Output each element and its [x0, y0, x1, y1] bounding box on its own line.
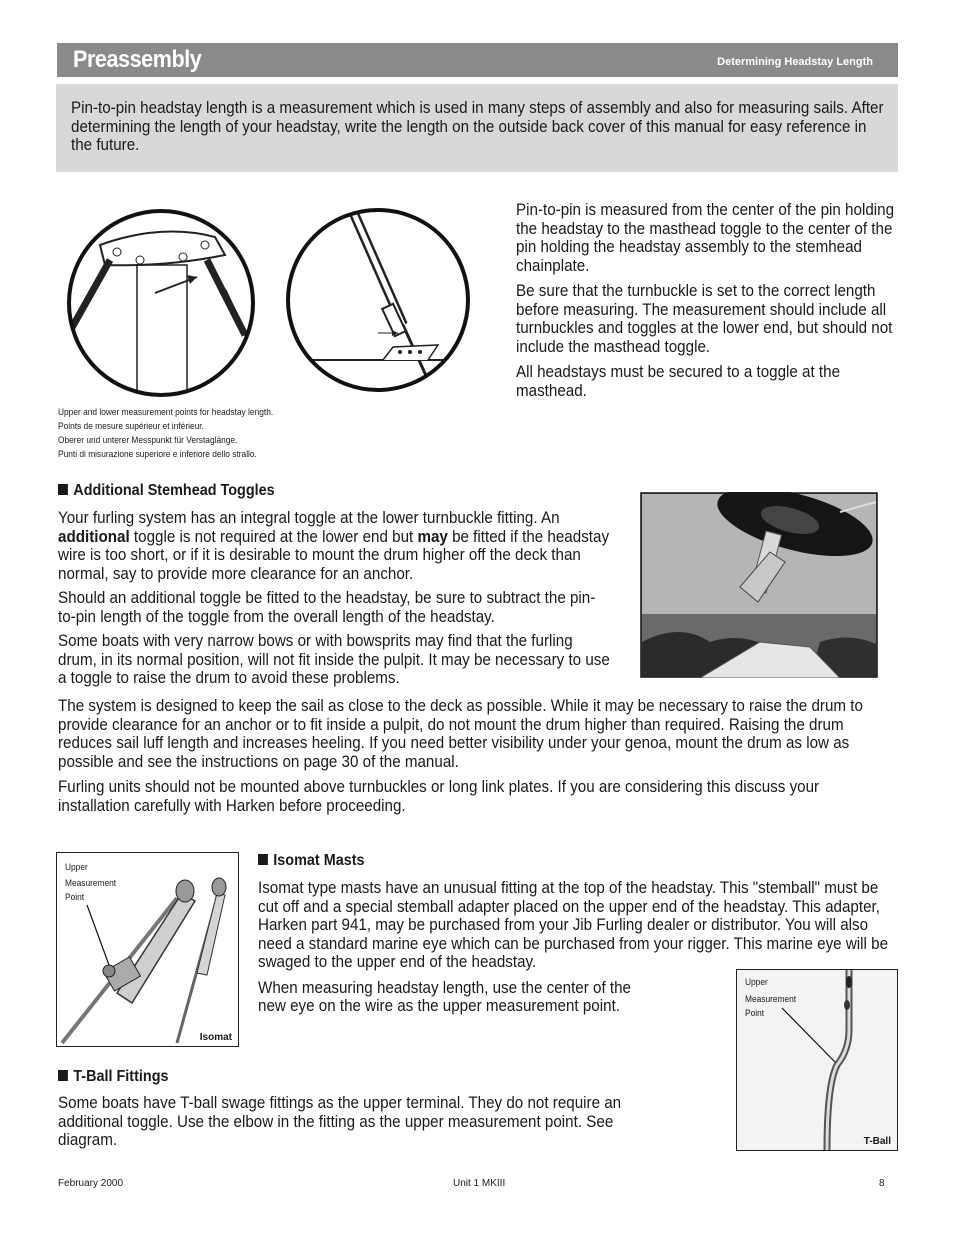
caption-en: Upper and lower measurement points for headstay length. [58, 407, 274, 418]
stemhead-heading [58, 482, 418, 500]
stemhead-text-narrow [58, 509, 658, 688]
tball-p1: Some boats have T-ball swage fittings as the upper terminal. They do not require an additional toggle. Use the elbow in the fitting as the upper measurement point. See diagram. [58, 1094, 622, 1149]
footer-page-number: 8 [879, 1178, 885, 1189]
diagram-captions [58, 406, 303, 462]
footer-unit: Unit 1 MKIII [453, 1178, 506, 1189]
stemhead-p3: Some boats with very narrow bows or with bowsprits may find that the furling drum, in its normal position, will not fit inside the pulpit. It may be necessary to use a toggle to raise the drum to avoid these problems. [58, 632, 610, 687]
tball-label-upper: Upper [745, 977, 768, 988]
intro-box [56, 84, 898, 172]
bullet-square [258, 854, 268, 865]
tball-figure [736, 969, 898, 1151]
intro-text: Pin-to-pin headstay length is a measurement which is used in many steps of assembly and also for measuring sails. After determining the length of your headstay, write the length on the outside back cover of this manual for easy reference in the future. [71, 99, 884, 154]
page-title: Preassembly [73, 46, 202, 73]
bullet-square [58, 1070, 68, 1081]
isomat-label-measurement: Measurement [65, 878, 117, 889]
stemhead-p1-b: toggle is not required at the lower end but [129, 527, 418, 546]
tball-text [58, 1094, 688, 1150]
stemhead-p1 [58, 509, 610, 583]
stemhead-p2: Should an additional toggle be fitted to the headstay, be sure to subtract the pin-to-pin length of the toggle from the overall length of the headstay. [58, 589, 596, 626]
pin-to-pin-p2: Be sure that the turnbuckle is set to the correct length before measuring. The measurement should include all turnbuckles and toggles at the lower end, but should not include the masthead toggle. [516, 282, 893, 356]
tball-tag: T-Ball [863, 1136, 891, 1147]
isomat-label-point: Point [65, 892, 85, 903]
stemhead-p1-a: Your furling system has an integral toggle at the lower turnbuckle fitting. An [58, 509, 560, 527]
tball-heading [58, 1068, 328, 1086]
isomat-figure [56, 852, 239, 1047]
isomat-heading [258, 852, 528, 870]
stemhead-measurement-diagram [278, 205, 498, 405]
stemhead-p1-bold-additional: additional [58, 527, 130, 546]
masthead-measurement-diagram [55, 205, 275, 405]
stemhead-p1-bold-may: may [417, 527, 448, 546]
caption-fr: Points de mesure supérieur et inférieur. [58, 421, 204, 432]
isomat-heading-text: Isomat Masts [273, 852, 365, 869]
caption-de: Oberer und unterer Messpunkt für Verstaglänge. [58, 435, 238, 446]
furling-drum-photo [640, 492, 878, 678]
stemhead-p5: Furling units should not be mounted above turnbuckles or long link plates. If you are considering this discuss your installation carefully with Harken before proceeding. [58, 778, 820, 815]
section-header [57, 43, 898, 77]
bullet-square [58, 484, 68, 495]
isomat-label-upper: Upper [65, 862, 88, 873]
caption-it: Punti di misurazione superiore e inferiore dello strallo. [58, 449, 257, 460]
stemhead-text-wide [58, 697, 954, 815]
isomat-p2: When measuring headstay length, use the center of the new eye on the wire as the upper measurement point. [258, 978, 631, 1015]
isomat-p1: Isomat type masts have an unusual fitting at the top of the headstay. This "stemball" must be cut off and a special stemball adapter placed on the upper end of the headstay. This adapter, Harken part 941, may be purchased from your Jib Furling dealer or distributor. You will also need a standard marine eye which can be purchased from your rigger. This marine eye will be swaged to the upper end of the headstay. [258, 879, 889, 971]
tball-label-measurement: Measurement [745, 994, 797, 1005]
stemhead-p1-c: be fitted if the headstay wire is too short, or if it is desirable to mount the drum higher off the deck than normal, say to provide more clearance for an anchor. [58, 527, 610, 583]
pin-to-pin-p3: All headstays must be secured to a toggle at the masthead. [516, 363, 841, 400]
tball-heading-text: T-Ball Fittings [73, 1068, 169, 1085]
tball-label-point: Point [745, 1008, 765, 1019]
page-subtitle: Determining Headstay Length [717, 56, 873, 68]
pin-to-pin-p1: Pin-to-pin is measured from the center of the pin holding the headstay to the masthead toggle to the center of the pin holding the headstay assembly to the stemhead chainplate. [516, 201, 895, 275]
stemhead-heading-text: Additional Stemhead Toggles [73, 482, 275, 499]
stemhead-p4: The system is designed to keep the sail as close to the deck as possible. While it may be necessary to raise the drum to provide clearance for an anchor or to fit inside a pulpit, do not mount the drum higher than required. Raising the drum reduces sail luff length and increases heeling. If you need better visibility under your genoa, mount the drum as low as possible and see the instructions on page 30 of the manual. [58, 697, 863, 771]
isomat-tag: Isomat [199, 1032, 232, 1043]
pin-to-pin-text [516, 201, 931, 400]
footer-date: February 2000 [58, 1178, 124, 1189]
